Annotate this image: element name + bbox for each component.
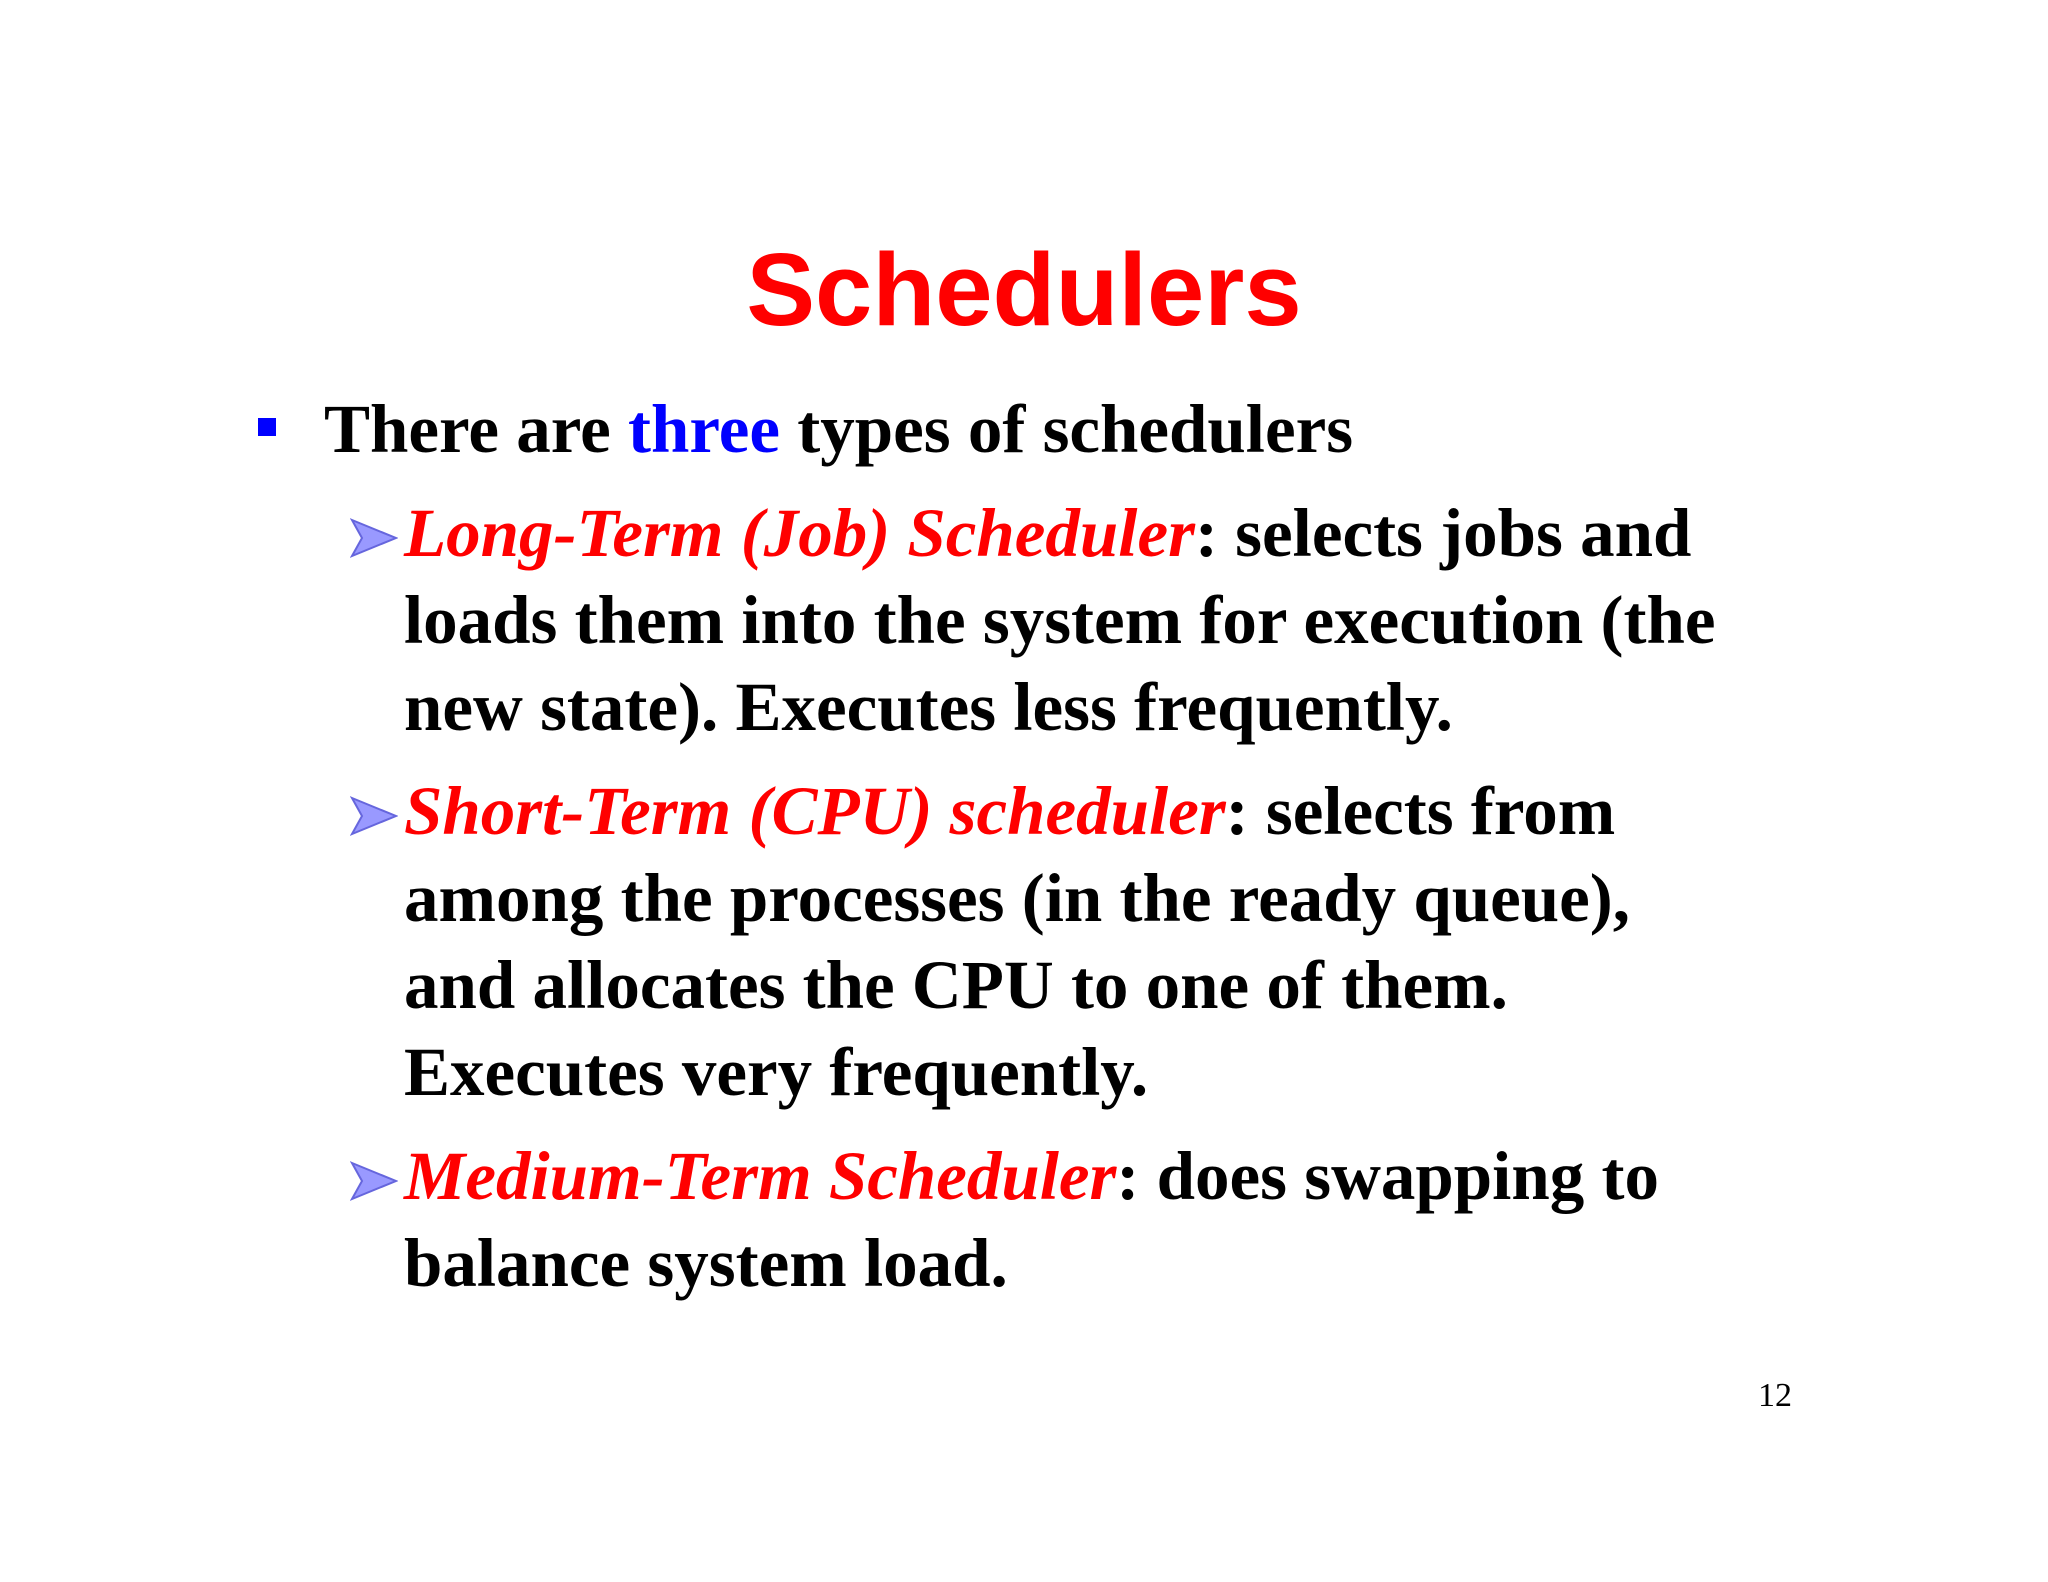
scheduler-term: Short-Term (CPU) scheduler (404, 773, 1226, 849)
scheduler-term: Long-Term (Job) Scheduler (404, 495, 1195, 571)
scheduler-term: Medium-Term Scheduler (404, 1138, 1117, 1214)
arrow-bullet-icon (350, 518, 398, 558)
arrow-bullet-icon (350, 1161, 398, 1201)
arrow-bullet-icon (350, 796, 398, 836)
square-bullet-icon (258, 418, 276, 436)
scheduler-desc: : selects jobs and (1194, 495, 1692, 571)
main-bullet-text (324, 386, 1353, 472)
list-item-line (404, 768, 1615, 855)
scheduler-desc: : does swapping to (1116, 1138, 1659, 1214)
main-bullet-highlight: three (628, 391, 781, 467)
list-item-line (404, 1133, 1659, 1220)
slide-title: Schedulers (746, 232, 1302, 347)
scheduler-desc: : selects from (1225, 773, 1616, 849)
list-item-line: Executes very frequently. (404, 1034, 1149, 1110)
list-item-line (404, 490, 1691, 577)
main-bullet-after: types of schedulers (780, 391, 1354, 467)
page-number: 12 (1758, 1377, 1792, 1414)
list-item-line: new state). Executes less frequently. (404, 669, 1453, 745)
list-item-line: and allocates the CPU to one of them. (404, 947, 1508, 1023)
list-item-line: loads them into the system for execution (the (404, 582, 1716, 658)
main-bullet-before: There are (324, 391, 629, 467)
list-item-line: balance system load. (404, 1225, 1008, 1301)
list-item-line: among the processes (in the ready queue), (404, 860, 1630, 936)
